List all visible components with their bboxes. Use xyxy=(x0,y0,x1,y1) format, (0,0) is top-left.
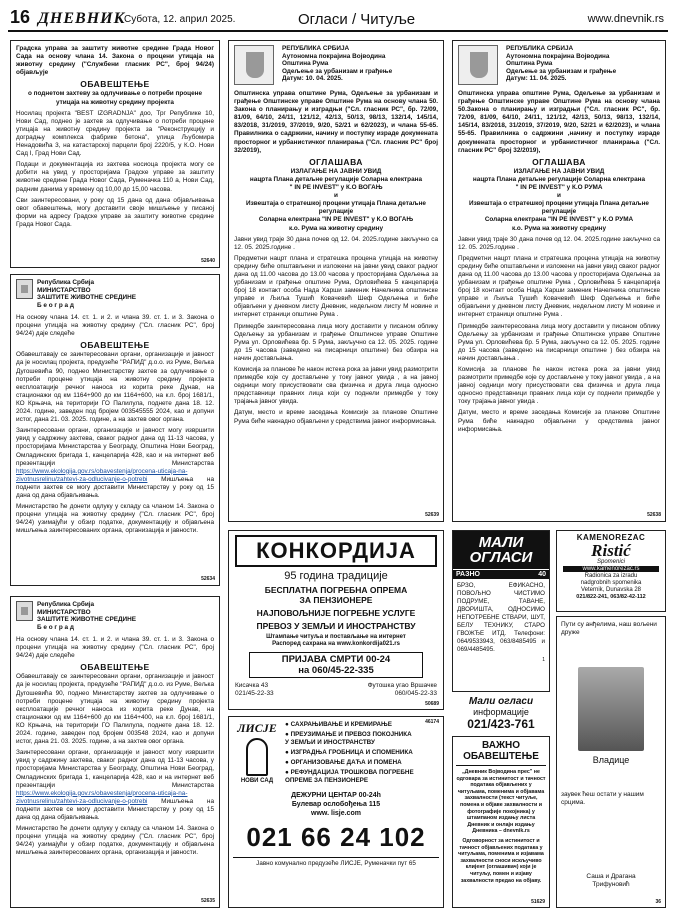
lisje-cup-icon xyxy=(246,738,268,776)
konkordija-transport: ПРЕВОЗ У ЗЕМЉИ И ИНОСТРАНСТВУ xyxy=(256,621,416,631)
ad-text: Обавештавају се заинтересовани органи, организације и јавност да је носилац пројекта, предузеће "РАПИД" д.о.о. из Руме, Вељка Дугошевића 90, поднео Министарству захтев за одлучивање о потреби процене утицаја на животну средину пројекта експлоатације речног наноса из корита реке Дунав, на стационажи од км 1164+600 до км 1164+400, на к.п. број 1681/1, КО Крњача, на територији ГО Палилула, поднете дана 18. 12. 2024. године, заведен под бројем 003548 2024, као и допуни истог, дана 21. 03. 2025. године, а на захтев овог органа. xyxy=(16,673,214,746)
ad-text: Подаци и документација из захтева носиоца пројекта могу се добити на увид у просторијама Градске управе за заштиту животне средине Града Новог Сада, Руменачка 110 а, Нови Сад, радним данима у времену од 10,00 до 15,00 часова. xyxy=(16,161,214,193)
section-number: 40 xyxy=(538,571,546,578)
ad-intro: На основу члана 14. ст. 1. и 2. и члана 39. ст. 1. и 3. Закона о процени утицаја на животну средину ("Сл. гласник РС", број 94/24) даје следеће xyxy=(16,636,214,660)
ad-ristic xyxy=(556,530,666,612)
ad-intro: Општинска управа општине Рума, Одељење за урбанизам и грађење Општинске управе Општине Рума на основу члана 50.Закона о планирању и изградњи ("Сл. гласник РС", бр. 72/09, 81/09, 64/10, 24/11, 121/12, 42/13, 50/13, 98/13, 132/14, 145/14, 83/2018, 31/2019, 37/2019, 9/20, 52/21 и 62/2023), и члана 55-65. Правилника о садржини ,начину и поступку израде докумената просторног и урбанистичког планирања ("Сл. гласник РС" број 32/2019), xyxy=(458,90,660,154)
ad-text: Јавни увид траје 30 дана почев од 12. 04. 2025.године закључно са 12. 05. 2025.године . xyxy=(458,235,660,251)
konkordija-web: Штампање читуља и постављање на интернет Распоред сахрана на www.konkordija021.rs xyxy=(266,634,406,647)
ruma-header xyxy=(458,45,660,85)
ad-text: Носилац пројекта "BEST IZGRADNJA" доо, Трг Републике 10, Нови Сад, поднео је захтев за одлучивање о потреби процене утицаја на животну средину пројекта за "Реконструкцију и доградњу комплекса фабрике бетона", улица Љубомира Ненадовића 3, на катастарској парцели број 2220/5, у К.О. Нови Сад I, Град Нови Сад. xyxy=(16,109,214,158)
ad-code: 52639 xyxy=(425,511,439,518)
ad-title: ОБАВЕШТЕЊЕ xyxy=(80,662,150,673)
ad-lisje xyxy=(228,716,444,908)
ministry-name: Република Србија МИНИСТАРСТВО ЗАШТИТЕ ЖИВОТНЕ СРЕДИНЕ Б е о г р а д xyxy=(37,279,136,309)
serbia-crest-icon xyxy=(16,601,33,621)
ad-konkordija xyxy=(228,530,444,710)
ad-title: ОГЛАШАВА xyxy=(309,156,363,167)
notice-text: Одговорност за истинитост и тачност објављених података у читуљама, поменима и изјавама захвалности сноси искључиво клијент (оглашивач) који је читуљу, помен и изјаву захвалности предао на објаву. xyxy=(458,837,544,884)
page-header xyxy=(8,6,668,32)
konkordija-logo: КОНКОРДИЈА xyxy=(235,535,437,567)
ad-code: 52638 xyxy=(647,511,661,518)
konkordija-services: НАЈПОВОЉНИЈЕ ПОГРЕБНЕ УСЛУГЕ xyxy=(256,608,416,618)
ad-text: Министарство ће донети одлуку у складу са чланом 14. Закона о процени утицаја на животну средину ("Сл. гласник РС", број 94/24) узимајући у обзир податке, документацију и објављена мишљења заинтересованих органа, организација и јавности. xyxy=(16,825,214,857)
ad-text: Министарство ће донети одлуку у складу са чланом 14. Закона о процени утицаја на животну средину ("Сл. гласник РС", број 94/24) узимајући у обзир податке, документацију и објављена мишљења заинтересованих органа, организација и јавности. xyxy=(16,503,214,535)
classified-number: 1 xyxy=(542,657,545,663)
obituary-text: заувек ћеш остати у нашим срцима. xyxy=(561,791,644,806)
ministry-link[interactable]: https://www.ekologija.gov.rs/obavestenja/procena-uticaja-na-zivotnusrelinu/zahtevi-za-odlucivanje-o-potrebi xyxy=(16,467,188,483)
lisje-footer: Јавно комунално предузеће ЛИСЈЕ, Руменачки пут 65 xyxy=(233,857,439,867)
website-link[interactable]: www.dnevnik.rs xyxy=(587,13,664,25)
mali-oglasi-box xyxy=(452,530,550,692)
ad-code: 46174 xyxy=(425,719,439,725)
obituary-name: Владице xyxy=(592,755,630,765)
lisje-logo: ЛИСЈЕ НОВИ САД xyxy=(237,721,277,784)
ad-text: Примедбе заинтересована лица могу доставити у писаном облику Одељењу за урбанизам и грађење Општинске управе Општине Рума ул. Орловићева бр. 5 Рума, закључно са 12. 05. 2025. године до 15 часова (заведено на писарници општине) без обзира на начин достављања. xyxy=(234,322,438,362)
ad-novi-sad-notice xyxy=(10,40,220,268)
ad-text: Датум, место и време заседања Комисије за планове Општине Рума биће накнадно објављени у средствима јавног информисања. xyxy=(234,409,438,425)
ad-text: Јавни увид траје 30 дана почев од 12. 04. 2025.године закључно са 12. 05. 2025.године . xyxy=(234,235,438,251)
list-item: ● ИЗГРАДЊА ГРОБНИЦА И СПОМЕНИКА xyxy=(285,749,413,756)
ad-text: Примедбе заинтересована лица могу доставити у писаном облику Одељењу за урбанизам и грађење Општинске управе Општине Рума ул. Орловићева бр. 5 Рума, закључно са 12. 05. 2025. године до 15 часова (заведено на писарници општине ) без обзира на начин достављања . xyxy=(458,322,660,362)
mali-section xyxy=(453,569,549,579)
ristic-sub: Spomenici xyxy=(596,559,625,565)
ristic-web[interactable]: www.kamenorezac.rs xyxy=(563,566,659,572)
phone-2: 060/045-22-33 xyxy=(394,690,437,697)
ad-ruma-city xyxy=(452,40,666,522)
ad-code: 51629 xyxy=(531,899,545,905)
notice-text: „Дневник Војводина прес" не одговара за истинитост и тачност података објављених у читуљама, поменима и објавама захвалности (текст читуље, помена и објаве захвалности и фотографије покојника) у штампаном издању листа Дневник и онлајн издању Дневника – dnevnik.rs xyxy=(456,769,546,835)
address-2: Футошка угао Вршачке xyxy=(367,682,437,689)
notice-title: ВАЖНО ОБАВЕШТЕЊЕ xyxy=(456,740,546,766)
ministry-header xyxy=(16,279,214,309)
ministry-name: Република Србија МИНИСТАРСТВО ЗАШТИТЕ ЖИВОТНЕ СРЕДИНЕ Б е о г р а д xyxy=(37,601,136,631)
ad-code: 52635 xyxy=(201,897,215,904)
ad-text: Заинтересовани органи, организације и јавност могу извршити увид у садржину захтева, сваког радног дана од 11-13 часова, у просторијама Министарства у Београду, Општина Нови Београд, Омладинских бригада 1, канцеларија 428, као и на интернет веб презентацији Министарства https://www.ekologija.gov.rs/obavestenja/procena-uticaja-na-zivotnusrelinu/zahtevi-za-odlucivanje-o-potrebi Мишљења на поднети захтев се могу доставити Министарству у року од 15 дана од дана објављивања. xyxy=(16,749,214,821)
ruma-dept: РЕПУБЛИКА СРБИЈА Аутономна покрајина Војводина Општина Рума Одељење за урбанизам и грађење Датум: 11. 04. 2025. xyxy=(506,45,617,82)
ad-code: 36 xyxy=(655,899,661,905)
ad-subtitle: ИЗЛАГАЊЕ НА ЈАВНИ УВИД нацрта Плана детаљне регулације Соларна електрана " IN PE INVEST" у К.О ВОГАЊ и Извештаја о стратешкој процени утицаја Плана детаљне регулације Соларна електрана "IN PE INVEST" у К.О ВОГАЊ к.о. Рума на животну средину xyxy=(246,167,426,232)
list-item: ● ОРГАНИЗОВАЊЕ ДАЋА И ПОМЕНА xyxy=(285,759,402,766)
ad-text: Предметни нацрт плана и стратешка процена утицаја на животну средину биће општављени и изложени на јавни увид сваког радног дана од 11.00 часова до 13.00 часова у просторијама Одељења за урбанизам и грађење општине Рума , Орловићева 5 канцеларија број 18 контакт особа Нада Харши заменик Начелника општинске управе и Љиља Тушић Ковачевић Шеф Одељења и биће објављени у дневном листу Дневник, недељном листу М новине и интернет страници општине Рума . xyxy=(458,254,660,319)
konkordija-hotline: ПРИЈАВА СМРТИ 00-24 на 060/45-22-335 xyxy=(249,652,423,678)
list-item: ● ПРЕУЗИМАЊЕ И ПРЕВОЗ ПОКОЈНИКА У ЗЕМЉИ И ИНОСТРАНСТВУ xyxy=(285,731,412,746)
ad-intro: На основу члана 14. ст. 1. и 2. и члана 39. ст. 1. и 3. Закона о процени утицаја на животну средину ("Сл. гласник РС", број 94/24) даје следеће xyxy=(16,314,214,338)
phone-1: 021/45-22-33 xyxy=(235,690,274,697)
konkordija-free: БЕСПЛАТНА ПОГРЕБНА ОПРЕМА ЗА ПЕНЗИОНЕРЕ xyxy=(264,585,408,605)
list-item: ● РЕФУНДАЦИЈА ТРОШКОВА ПОГРЕБНЕ ОПРЕМЕ ЗА ПЕНЗИОНЕРЕ xyxy=(285,769,414,784)
ristic-address: Radionica za izradu nadgrobnih spomenika Veternik, Dunavska 28 xyxy=(580,573,642,593)
ministry-header xyxy=(16,601,214,631)
ad-ruma-vogan xyxy=(228,40,444,522)
lisje-services xyxy=(285,721,414,787)
ristic-top: KAMENOREZAC xyxy=(576,533,646,542)
section-title: Огласи / Читуље xyxy=(298,11,416,28)
ruma-coat-of-arms-icon xyxy=(234,45,274,85)
lisje-phone: 021 66 24 102 xyxy=(246,822,426,852)
ad-code: 52634 xyxy=(201,575,215,582)
ad-ministry-notice-1 xyxy=(10,274,220,586)
classified-ad: БРЗО, ЕФИКАСНО, ПОВОЉНО ЧИСТИМО ПОДРУМЕ, ТАВАНЕ, ДВОРИШТА, ОДНОСИМО НЕПОТРЕБНЕ СТВАРИ, ШУТ, БЕЛУ ТЕХНИКУ, СТАРО ГВОЖЂЕ ИТД. Телефони: 064/9533943, 063/8485495 и 069/4485495. xyxy=(457,582,545,653)
address-1: Кисачка 43 xyxy=(235,682,269,689)
ad-text: Сви заинтересовани, у року од 15 дана од дана објављивања овог обавештења, могу доставити своје мишљење у писаној форми на адресу Градске управе за заштиту животне средине Града Новог Сада. xyxy=(16,196,214,228)
ruma-dept: РЕПУБЛИКА СРБИЈА Аутономна покрајина Војводина Општина Рума Одељење за урбанизам и грађење Датум: 10. 04. 2025. xyxy=(282,45,393,82)
list-item: ● САХРАЊИВАЊЕ И КРЕМИРАЊЕ xyxy=(285,721,392,728)
ministry-link[interactable]: https://www.ekologija.gov.rs/obavestenja/procena-uticaja-na-zivotnusrelinu/zahtevi-za-odlucivanje-o-potrebi xyxy=(16,789,188,805)
konkordija-addresses xyxy=(235,682,437,698)
lisje-duty: ДЕЖУРНИ ЦЕНТАР 00-24h Булевар ослобођења 115 www. lisje.com xyxy=(291,792,381,817)
ad-intro: Градска управа за заштиту животне средине Града Новог Сада на основу члана 14. Закона о процени утицаја на животну средину ("Службени гласник РС", број 94/24) објављује xyxy=(16,45,214,77)
serbia-crest-icon xyxy=(16,279,33,299)
ad-subtitle: ИЗЛАГАЊЕ НА ЈАВНИ УВИД нацрта Плана детаљне регулације Соларна електрана " IN PE INVEST" у К.О РУМА и Извештаја о стратешкој процени утицаја Плана детаљне регулације Соларна електрана "IN PE INVEST" у К.О РУМА к.о. Рума на животну средину xyxy=(469,167,649,232)
ad-title: ОБАВЕШТЕЊЕ xyxy=(80,340,150,351)
ad-text: Предметни нацрт плана и стратешка процена утицаја на животну средину биће општављени и изложени на јавни увид сваког радног дана од 11.00 часова до 13.00 часова у просторијама Одељења за урбанизам и грађење општине Рума, Орловићева 5 канцеларија број 18 контакт особа Нада Харши заменик Начелника општинске управе и Љиља Тушић Ковачевић Шеф Одељења и биће објављени у дневном листу Дневник, недељном листу М новине и интернет страници општине Рума . xyxy=(234,254,438,319)
section-name: РАЗНО xyxy=(456,571,480,578)
ad-title: ОГЛАШАВА xyxy=(532,156,586,167)
mali-info: Мали огласи информације 021/423-761 xyxy=(467,696,535,731)
lisje-top xyxy=(233,721,439,787)
obituary-verse: Пути су анђелима, наш вољени друже xyxy=(561,621,657,636)
mali-oglasi-title: МАЛИ ОГЛАСИ xyxy=(453,531,549,569)
ristic-logo: Ristić xyxy=(591,541,631,560)
ristic-phone: 021/822-241, 063/82-42-112 xyxy=(576,594,646,600)
obituary xyxy=(556,616,666,908)
ad-text: Комисија за планове ће након истека рока за јавни увид размотрити примедбе које су достављене у току јавног увида , а на јавној седници могу присуствовати сва физичка и друга лица односно представници правних лица који су поднели примедбе у току трајања јавног увида . xyxy=(458,366,660,406)
ad-subtitle: о поднетом захтеву за одлучивање о потреби процене утицаја на животну средину пројекта xyxy=(27,90,203,106)
ad-text: Датум, место и време заседања Комисије за планове Општине Рума биће накнадно објављени у средствима јавног информисања. xyxy=(458,409,660,433)
ad-code: 50689 xyxy=(425,701,439,707)
ruma-header xyxy=(234,45,438,85)
newspaper-logo: ДНЕВНИК xyxy=(38,10,126,27)
ad-text: Обавештавају се заинтересовани органи, организације и јавност да је носилац пројекта, предузеће "РАПИД" д.о.о. из Руме, Вељка Дугошевића 90, поднео Министарству захтев за одлучивање о потреби процене утицаја на животну средину пројекта експлоатације речног наноса из корита реке Дунав, на стационажи од км 1164+900 до км 1164+600, на к.п. број 1681/1, КО Крњача, на територији ГО Палилула, поднете дана 18. 12. 2024. године, заведен под бројем 003545555 2024, као и допуни истог, дана 21. 03. 2025. године, а на захтев овог органа. xyxy=(16,351,214,424)
ad-code: 52640 xyxy=(201,257,215,264)
konkordija-years: 95 година традиције xyxy=(284,570,388,582)
page-number: 16 xyxy=(10,7,31,27)
obituary-photo xyxy=(578,667,644,751)
obituary-signature: Саша и Драгана Трифуновић xyxy=(586,873,636,888)
important-notice xyxy=(452,736,550,908)
ruma-coat-of-arms-icon xyxy=(458,45,498,85)
ad-title: ОБАВЕШТЕЊЕ xyxy=(80,79,150,90)
ad-ministry-notice-2 xyxy=(10,596,220,908)
ad-text: Комисија за планове ће након истека рока за јавни увид размотрити примедбе које су достављене у току јавног увида , а на јавној седници могу присуствовати сва физичка и друга лица односно представници правних лица који су поднели примедбе у току трајања јавног увида. xyxy=(234,366,438,406)
ad-intro: Општинска управа општине Рума, Одељење за урбанизам и грађење Општинске управе Општине Рума на основу члана 50. Закона о планирању и изградњи ("Сл. гласник РС", бр. 72/09, 81/09, 64/10, 24/11, 121/12, 42/13, 50/13, 98/13, 132/14, 145/14, 83/2018, 31/2019, 37/2019, 9/20, 52/21 и 62/2023), и члана 55-65. Правилника о садржини, начину и поступку израде докумената просторног и урбанистичког планирања ("Сл. гласник РС" број 32/2019), xyxy=(234,90,438,154)
issue-date: Субота, 12. април 2025. xyxy=(124,14,236,25)
ad-text: Заинтересовани органи, организације и јавност могу извршити увид у садржину захтева, сваког радног дана од 11-13 часова, у просторијама Министарства у Београду, Општина Нови Београд, Омладинских бригада 1, канцеларија 428, као и на интернет веб презентацији Министарства https://www.ekologija.gov.rs/obavestenja/procena-uticaja-na-zivotnusrelinu/zahtevi-za-odlucivanje-o-potrebi Мишљења на поднети захтев се могу доставити Министарству у року од 15 дана од дана објављивања. xyxy=(16,427,214,499)
